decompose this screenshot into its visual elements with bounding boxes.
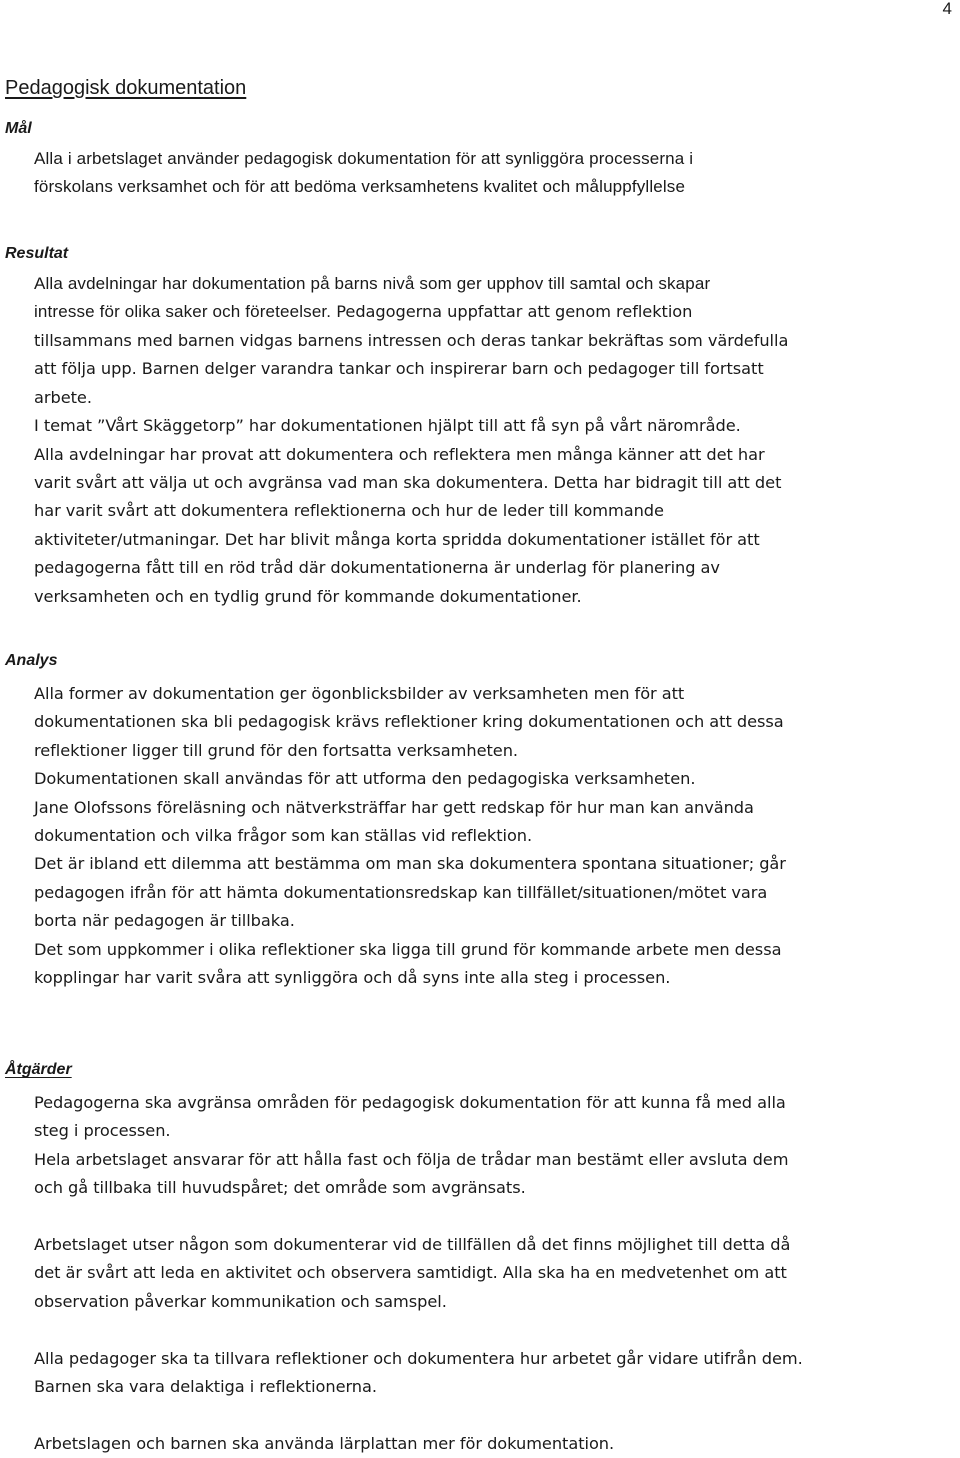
text-line: arbete. [34,387,92,407]
text-line: dokumentationen ska bli pedagogisk krävs reflektioner kring dokumentationen och att dessa [34,712,784,732]
text-line: Alla former av dokumentation ger ögonblicksbilder av verksamheten men för att [34,684,685,703]
heading-atgarder: Åtgärder [5,1061,72,1078]
text-line: observation påverkar kommunikation och samspel. [34,1291,447,1311]
text-line: verksamheten och en tydlig grund för kommande dokumentationer. [34,586,582,606]
page-number: 4 [942,0,952,18]
text-line: Alla avdelningar har provat att dokumentera och reflektera men många känner att det har [34,444,765,464]
text-line: pedagogerna fått till en röd tråd där dokumentationerna är underlag för planering av [34,558,720,578]
text-line: kopplingar har varit svåra att synliggöra och då syns inte alla steg i processen. [34,968,671,988]
text-line: borta när pedagogen är tillbaka. [34,911,295,931]
heading-analys: Analys [5,652,58,669]
text-line: aktiviteter/utmaningar. Det har blivit många korta spridda dokumentationer istället för att [34,529,760,549]
text-line: varit svårt att välja ut och avgränsa vad man ska dokumentera. Detta har bidragit till att det [34,473,782,493]
document-title: Pedagogisk dokumentation [5,77,247,99]
atgarder-group-2 [34,1231,952,1316]
text-line: Hela arbetslaget ansvarar för att hålla fast och följa de trådar man bestämt eller avsluta dem [34,1149,789,1169]
text-fragment: intresse för olika saker och företeelser. [34,302,332,322]
resultat-text [34,270,952,327]
text-line: reflektioner ligger till grund för den fortsatta verksamheten. [34,740,518,760]
text-line: Arbetslaget utser någon som dokumenterar vid de tillfällen då det finns möjlighet till detta då [34,1235,791,1254]
text-line [34,298,952,326]
text-line: Alla pedagoger ska ta tillvara reflektioner och dokumentera hur arbetet går vidare utifrån dem. [34,1349,803,1368]
text-line: Barnen ska vara delaktiga i reflektionerna. [34,1377,377,1397]
text-line: Alla i arbetslaget använder pedagogisk dokumentation för att synliggöra processerna i [34,149,694,168]
text-line: Det är ibland ett dilemma att bestämma om man ska dokumentera spontana situationer; går [34,854,786,874]
heading-resultat: Resultat [5,245,69,262]
text-line: Alla avdelningar har dokumentation på barns nivå som ger upphov till samtal och skapar [34,274,711,293]
text-line: det är svårt att leda en aktivitet och observera samtidigt. Alla ska ha en medvetenhet om att [34,1263,787,1283]
text-line: I temat ”Vårt Skäggetorp” har dokumentationen hjälpt till att få syn på vårt närområde. [34,416,741,436]
text-line: dokumentation och vilka frågor som kan ställas vid reflektion. [34,826,533,846]
analys-text [34,680,952,992]
resultat-body [34,327,952,611]
mal-text [34,145,952,202]
text-line: att följa upp. Barnen delger varandra tankar och inspirerar barn och pedagoger till fortsatt [34,359,764,379]
heading-mal: Mål [5,120,32,137]
text-line: förskolans verksamhet och för att bedöma verksamhetens kvalitet och måluppfyllelse [34,177,686,197]
text-line: Det som uppkommer i olika reflektioner ska ligga till grund för kommande arbete men dessa [34,939,782,959]
atgarder-group-3 [34,1345,952,1402]
text-line: och gå tillbaka till huvudspåret; det område som avgränsats. [34,1178,526,1198]
text-line: Arbetslagen och barnen ska använda lärplattan mer för dokumentation. [34,1434,615,1453]
text-fragment: Pedagogerna uppfattar att genom reflektion [331,302,693,322]
atgarder-group-4 [34,1430,952,1458]
atgarder-group-1 [34,1089,952,1203]
text-line: Jane Olofssons föreläsning och nätverksträffar har gett redskap för hur man kan använda [34,797,754,817]
text-line: steg i processen. [34,1121,171,1141]
text-line: tillsammans med barnen vidgas barnens intressen och deras tankar bekräftas som värdefulla [34,331,789,350]
text-line: pedagogen ifrån för att hämta dokumentationsredskap kan tillfället/situationen/mötet vara [34,882,768,902]
text-line: har varit svårt att dokumentera reflektionerna och hur de leder till kommande [34,501,664,521]
text-line: Dokumentationen skall användas för att utforma den pedagogiska verksamheten. [34,769,696,789]
text-line: Pedagogerna ska avgränsa områden för pedagogisk dokumentation för att kunna få med alla [34,1093,786,1112]
